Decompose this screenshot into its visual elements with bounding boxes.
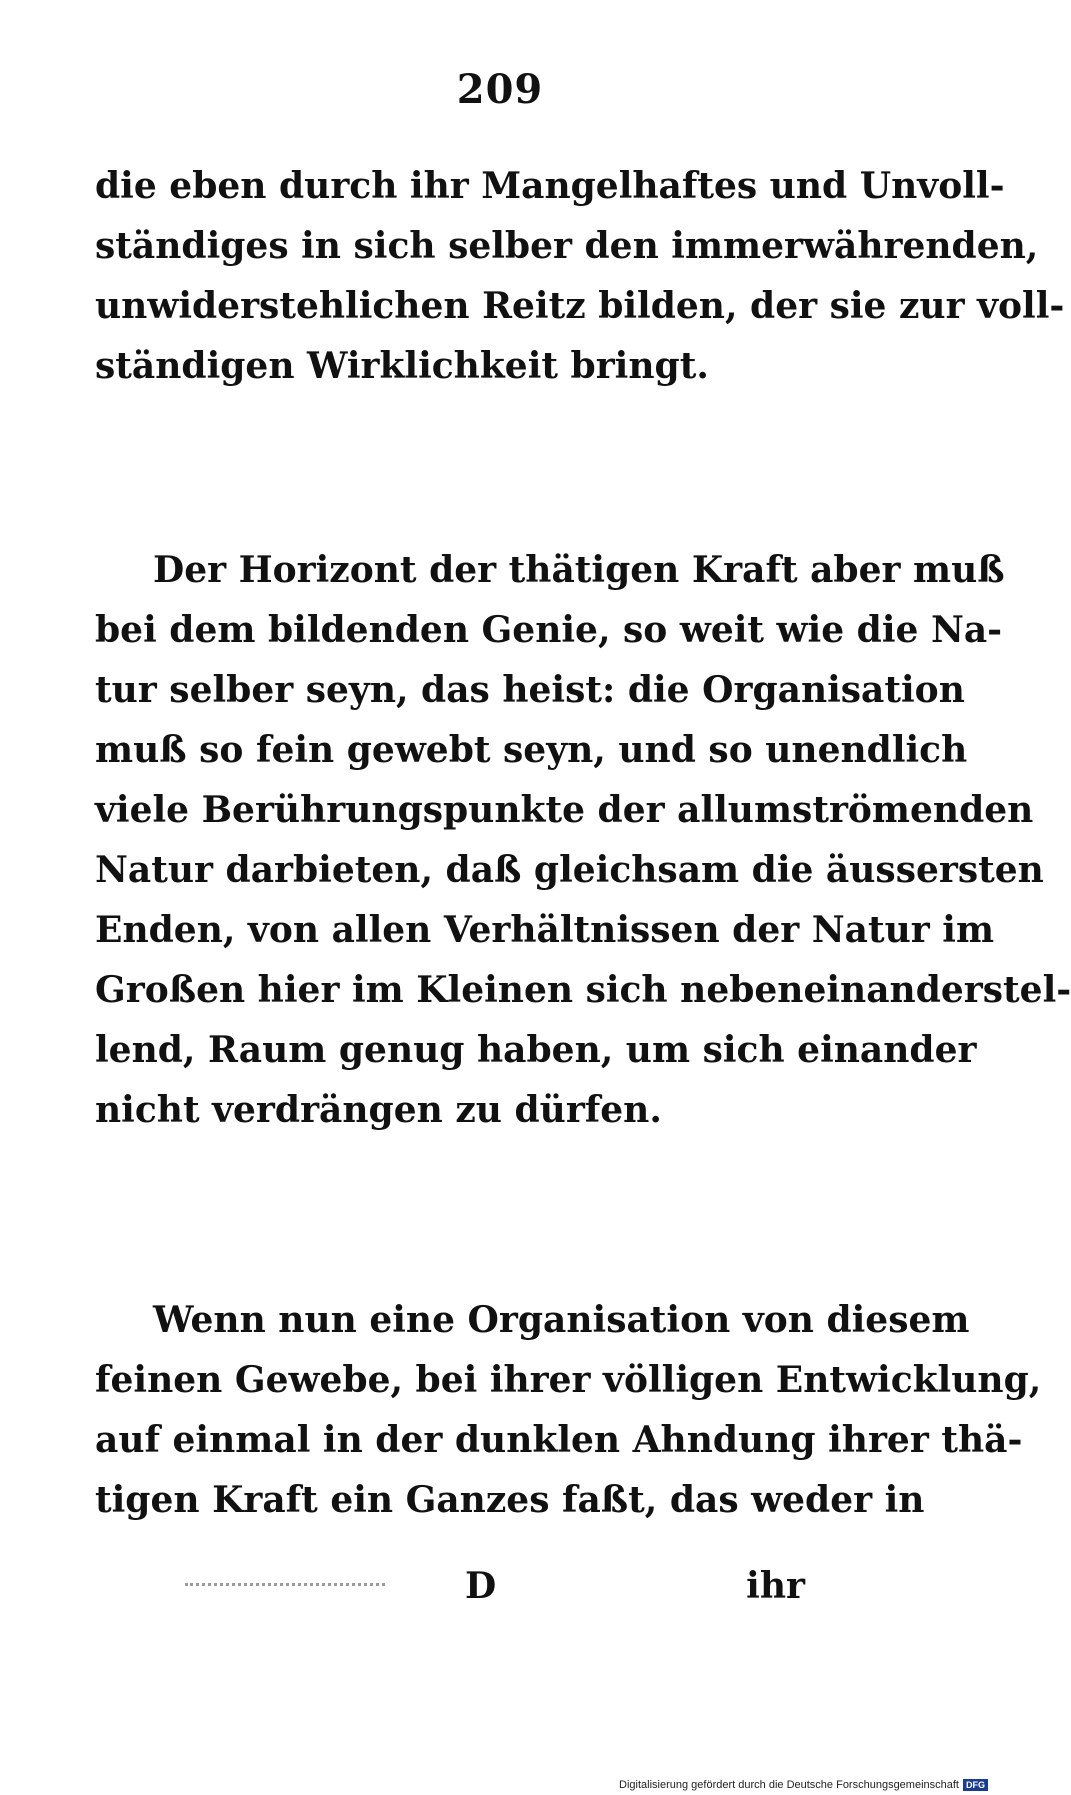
page-number: 209 bbox=[456, 66, 544, 113]
text-line: die eben durch ihr Mangelhaftes und Unvoll- bbox=[95, 165, 1005, 207]
text-line: Enden, von allen Verhältnissen der Natur im bbox=[95, 909, 995, 951]
text-line: tigen Kraft ein Ganzes faßt, das weder in bbox=[95, 1479, 925, 1521]
text-line: ständiges in sich selber den immerwährenden, bbox=[95, 225, 1039, 267]
text-line: Natur darbieten, daß gleichsam die äussersten bbox=[95, 849, 1044, 891]
paragraph-1 bbox=[95, 156, 1065, 396]
text-line: feinen Gewebe, bei ihrer völligen Entwicklung, bbox=[95, 1359, 1042, 1401]
page-footer-line bbox=[95, 1565, 865, 1625]
credit-text: Digitalisierung gefördert durch die Deutsche Forschungsgemeinschaft bbox=[619, 1779, 959, 1791]
paragraph-3 bbox=[95, 1290, 1042, 1530]
text-line: ständigen Wirklichkeit bringt. bbox=[95, 345, 709, 387]
text-line: nicht verdrängen zu dürfen. bbox=[95, 1089, 662, 1131]
text-line: Großen hier im Kleinen sich nebeneinanderstel- bbox=[95, 969, 1071, 1011]
text-line: Der Horizont der thätigen Kraft aber muß bbox=[153, 549, 1005, 591]
text-line: muß so fein gewebt seyn, und so unendlich bbox=[95, 729, 968, 771]
dfg-logo-icon: DFG bbox=[963, 1779, 988, 1791]
text-line: viele Berührungspunkte der allumströmenden bbox=[95, 789, 1034, 831]
digitization-credit bbox=[619, 1779, 988, 1791]
text-line: lend, Raum genug haben, um sich einander bbox=[95, 1029, 977, 1071]
ink-smudge bbox=[185, 1583, 385, 1598]
paragraph-2 bbox=[95, 540, 1071, 1140]
text-line: auf einmal in der dunklen Ahndung ihrer thä- bbox=[95, 1419, 1023, 1461]
text-line: bei dem bildenden Genie, so weit wie die Na- bbox=[95, 609, 1003, 651]
catchword: ihr bbox=[746, 1565, 805, 1607]
text-line: unwiderstehlichen Reitz bilden, der sie zur voll- bbox=[95, 285, 1065, 327]
text-line: tur selber seyn, das heist: die Organisation bbox=[95, 669, 965, 711]
text-line: Wenn nun eine Organisation von diesem bbox=[153, 1299, 970, 1341]
signature-mark: D bbox=[465, 1565, 497, 1607]
